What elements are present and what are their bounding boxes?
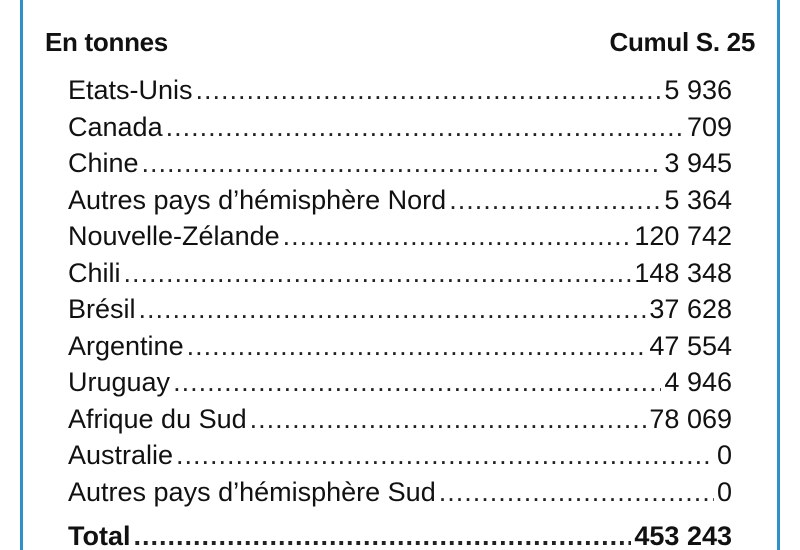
table-row: [68, 255, 732, 292]
dot-leader: [176, 437, 714, 474]
dot-leader: [142, 145, 662, 182]
dot-leader: [134, 518, 632, 550]
table-row: [68, 291, 732, 328]
dot-leader: [439, 474, 714, 511]
dot-leader: [139, 291, 647, 328]
table-row: [68, 401, 732, 438]
table-header: [45, 24, 755, 60]
dot-leader: [173, 364, 661, 401]
row-value: 5 364: [664, 184, 732, 215]
row-value: 47 554: [649, 330, 732, 361]
row-label: Uruguay: [68, 367, 171, 397]
total-label: Total: [68, 521, 131, 550]
row-label: Chine: [68, 148, 139, 178]
total-separator: [68, 510, 732, 518]
total-value: 453 243: [634, 521, 732, 550]
row-value: 5 936: [664, 75, 732, 105]
row-value: 37 628: [649, 294, 732, 324]
table-row: [68, 364, 732, 401]
row-label: Autres pays d’hémisphère Nord: [68, 184, 447, 215]
dot-leader: [449, 182, 661, 219]
row-label: Etats-Unis: [68, 75, 193, 105]
table-row: [68, 437, 732, 474]
dot-leader: [124, 255, 632, 292]
row-label: Brésil: [68, 294, 136, 324]
table-row: [68, 109, 732, 146]
table-row: [68, 328, 732, 365]
row-label: Canada: [68, 111, 163, 142]
dot-leader: [250, 401, 647, 438]
row-label: Chili: [68, 257, 121, 288]
table-row: [68, 218, 732, 255]
dot-leader: [196, 72, 662, 109]
row-value: 120 742: [634, 221, 732, 251]
row-label: Autres pays d’hémisphère Sud: [68, 476, 436, 507]
row-label: Australie: [68, 440, 174, 470]
row-label: Nouvelle-Zélande: [68, 221, 280, 251]
row-value: 0: [716, 440, 732, 470]
dot-leader: [166, 109, 684, 146]
table-row: [68, 474, 732, 511]
row-label: Afrique du Sud: [68, 403, 247, 434]
row-value: 709: [686, 111, 732, 142]
unit-label: En tonnes: [45, 26, 168, 57]
table-row: [68, 145, 732, 182]
row-label: Argentine: [68, 330, 184, 361]
dot-leader: [187, 328, 647, 365]
row-value: 0: [716, 476, 732, 507]
dot-leader: [283, 218, 632, 255]
row-value: 78 069: [649, 403, 732, 434]
total-row: [68, 518, 732, 550]
row-value: 4 946: [664, 367, 732, 397]
row-value: 148 348: [634, 257, 732, 288]
column-label: Cumul S. 25: [609, 26, 755, 57]
table-row: [68, 182, 732, 219]
data-rows: [68, 72, 732, 550]
table-row: [68, 72, 732, 109]
row-value: 3 945: [664, 148, 732, 178]
